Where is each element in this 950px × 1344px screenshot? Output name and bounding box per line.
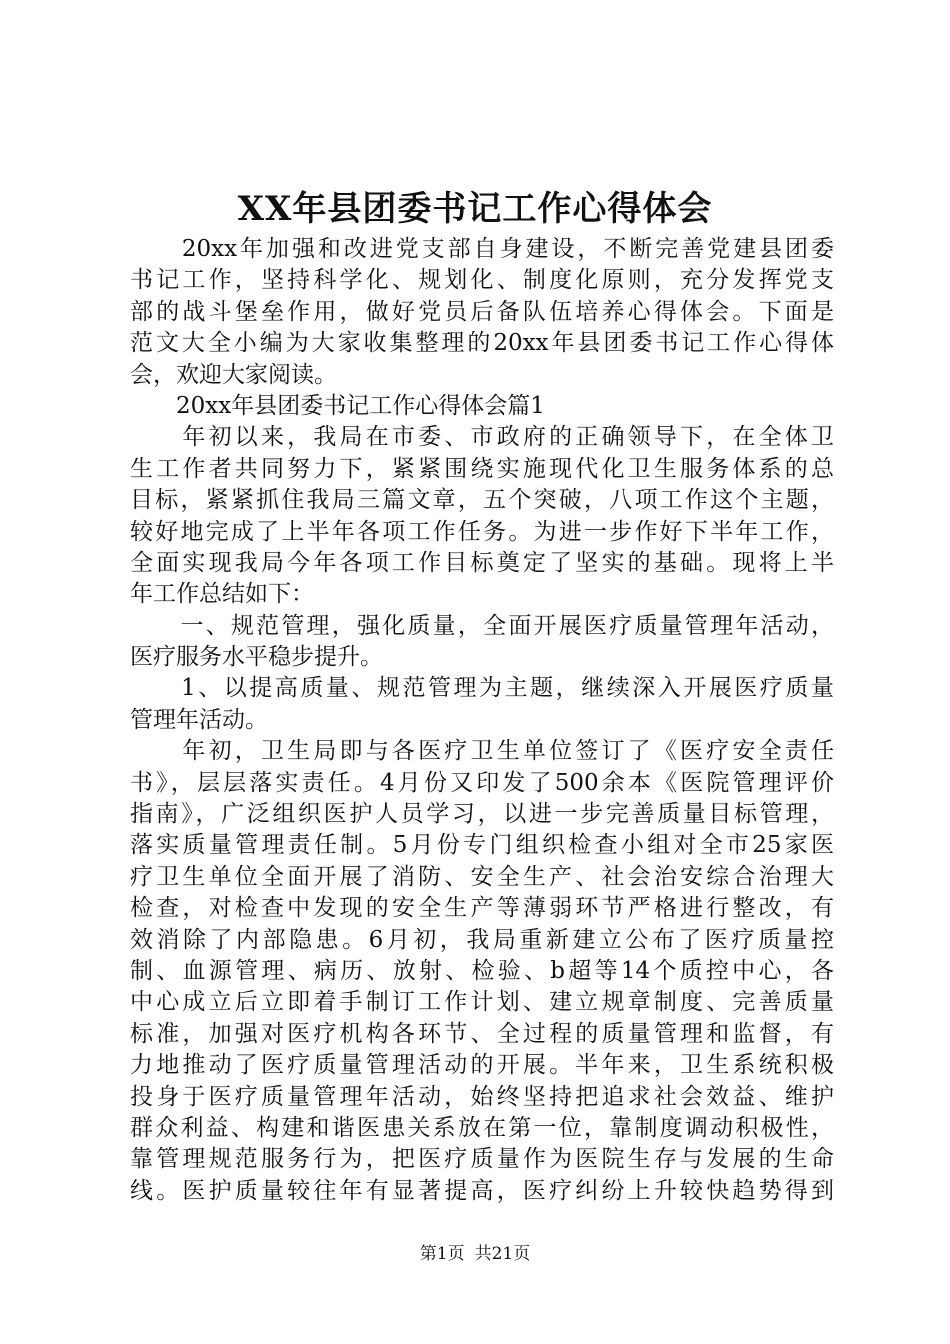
document-title: XX年县团委书记工作心得体会 <box>237 189 713 229</box>
page-footer <box>0 1242 950 1266</box>
body-line: 一、规范管理，强化质量，全面开展医疗质量管理年活动， <box>130 612 834 639</box>
section-heading: 20xx年县团委书记工作心得体会篇1 <box>130 392 545 419</box>
document-body <box>130 234 834 1207</box>
body-line: 落实质量管理责任制。5月份专门组织检查小组对全市25家医 <box>130 832 834 859</box>
body-line: 范文大全小编为大家收集整理的20xx年县团委书记工作心得体 <box>130 330 834 357</box>
body-line: 年初，卫生局即与各医疗卫生单位签订了《医疗安全责任 <box>130 738 834 765</box>
body-line: 年工作总结如下： <box>130 581 314 608</box>
body-line: 靠管理规范服务行为，把医疗质量作为医院生存与发展的生命 <box>130 1146 834 1173</box>
body-line: 指南》，广泛组织医护人员学习，以进一步完善质量目标管理， <box>130 801 834 828</box>
body-line: 部的战斗堡垒作用，做好党员后备队伍培养心得体会。下面是 <box>130 298 834 325</box>
body-line: 目标，紧紧抓住我局三篇文章，五个突破，八项工作这个主题， <box>130 487 834 514</box>
body-line: 力地推动了医疗质量管理活动的开展。半年来，卫生系统积极 <box>130 1052 834 1079</box>
body-line: 群众利益、构建和谐医患关系放在第一位，靠制度调动积极性， <box>130 1114 834 1141</box>
body-line: 1、以提高质量、规范管理为主题，继续深入开展医疗质量 <box>130 675 834 702</box>
body-line: 医疗服务水平稳步提升。 <box>130 644 383 671</box>
page-total: 共21页 <box>474 1244 531 1264</box>
body-line: 效消除了内部隐患。6月初，我局重新建立公布了医疗质量控 <box>130 926 834 953</box>
body-line: 20xx年加强和改进党支部自身建设，不断完善党建县团委 <box>130 236 834 262</box>
body-line: 线。医护质量较往年有显著提高，医疗纠纷上升较快趋势得到 <box>130 1177 834 1204</box>
body-line: 全面实现我局今年各项工作目标奠定了坚实的基础。现将上半 <box>130 549 834 576</box>
body-line: 标准，加强对医疗机构各环节、全过程的质量管理和监督，有 <box>130 1020 834 1047</box>
body-line: 制、血源管理、病历、放射、检验、b超等14个质控中心，各 <box>130 957 834 984</box>
body-line: 管理年活动。 <box>130 706 268 733</box>
body-line: 会，欢迎大家阅读。 <box>130 361 337 388</box>
body-line: 较好地完成了上半年各项工作任务。为进一步作好下半年工作， <box>130 518 834 545</box>
body-line: 检查，对检查中发现的安全生产等薄弱环节严格进行整改，有 <box>130 895 834 922</box>
page-number: 第1页 <box>419 1244 465 1264</box>
body-line: 疗卫生单位全面开展了消防、安全生产、社会治安综合治理大 <box>130 863 834 890</box>
body-line: 生工作者共同努力下，紧紧围绕实施现代化卫生服务体系的总 <box>130 455 834 482</box>
body-line: 投身于医疗质量管理年活动，始终坚持把追求社会效益、维护 <box>130 1083 834 1110</box>
body-line: 年初以来，我局在市委、市政府的正确领导下，在全体卫 <box>130 424 834 451</box>
body-line: 中心成立后立即着手制订工作计划、建立规章制度、完善质量 <box>130 989 834 1016</box>
body-line: 书记工作，坚持科学化、规划化、制度化原则，充分发挥党支 <box>130 267 834 294</box>
body-line: 书》，层层落实责任。4月份又印发了500余本《医院管理评价 <box>130 769 834 796</box>
